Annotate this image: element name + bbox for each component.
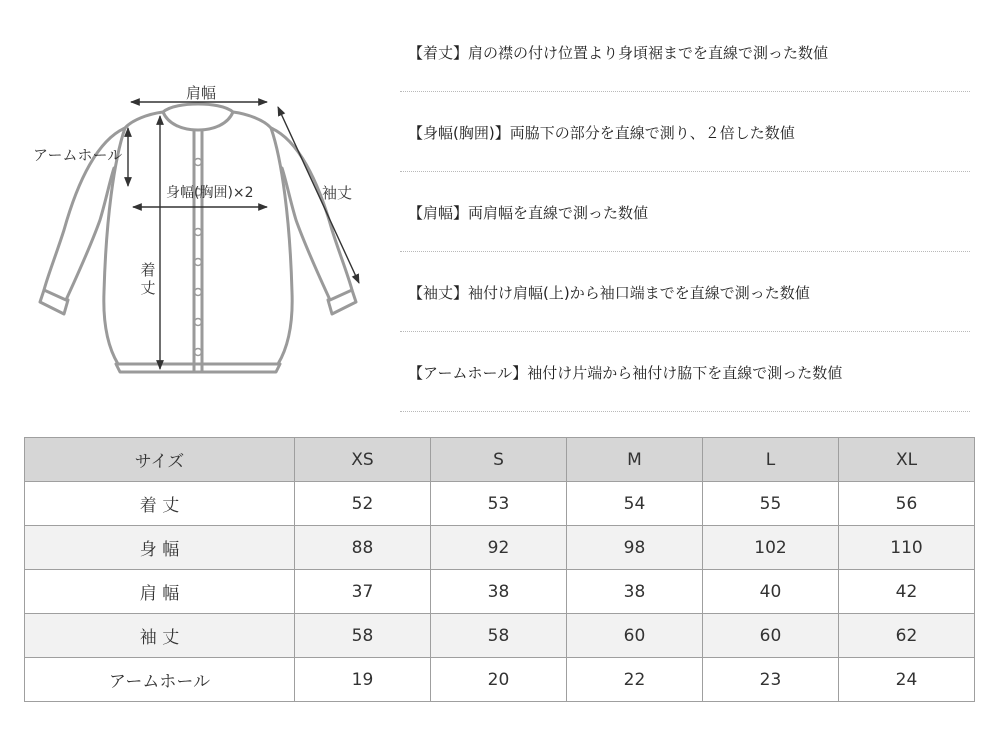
- table-cell: 24: [839, 658, 975, 702]
- definition-text: 【肩幅】両肩幅を直線で測った数値: [408, 204, 649, 222]
- shoulder-width-label: 肩幅: [186, 84, 217, 102]
- table-cell: 38: [567, 570, 703, 614]
- table-cell: 88: [295, 526, 431, 570]
- header-xl: XL: [839, 438, 975, 482]
- header-s: S: [431, 438, 567, 482]
- measurement-arrows: [128, 102, 359, 369]
- table-header-row: [25, 438, 975, 482]
- table-cell: 102: [703, 526, 839, 570]
- table-row: [25, 570, 975, 614]
- table-cell: 58: [295, 614, 431, 658]
- table-cell: 52: [295, 482, 431, 526]
- header-l: L: [703, 438, 839, 482]
- definition-row: [400, 332, 970, 412]
- table-cell: 20: [431, 658, 567, 702]
- armhole-label: アームホール: [33, 146, 123, 164]
- table-cell: 19: [295, 658, 431, 702]
- body-length-label: 着丈: [140, 261, 156, 297]
- sleeve-length-label: 袖丈: [322, 184, 353, 202]
- size-table: [24, 437, 975, 702]
- table-row: [25, 482, 975, 526]
- row-label: 身 幅: [25, 526, 295, 570]
- row-label: 袖 丈: [25, 614, 295, 658]
- table-row: [25, 658, 975, 702]
- table-cell: 40: [703, 570, 839, 614]
- table-cell: 58: [431, 614, 567, 658]
- definition-text: 【着丈】肩の襟の付け位置より身頃裾までを直線で測った数値: [408, 44, 829, 62]
- table-cell: 37: [295, 570, 431, 614]
- table-row: [25, 614, 975, 658]
- garment-illustration: [0, 0, 395, 420]
- jacket-outline: [40, 104, 356, 372]
- table-cell: 60: [703, 614, 839, 658]
- definition-row: [400, 252, 970, 332]
- table-cell: 98: [567, 526, 703, 570]
- table-cell: 92: [431, 526, 567, 570]
- table-cell: 55: [703, 482, 839, 526]
- table-cell: 56: [839, 482, 975, 526]
- measurement-diagram: [0, 0, 395, 420]
- table-cell: 60: [567, 614, 703, 658]
- table-row: [25, 526, 975, 570]
- table-cell: 53: [431, 482, 567, 526]
- row-label: アームホール: [25, 658, 295, 702]
- table-cell: 54: [567, 482, 703, 526]
- definition-row: [400, 92, 970, 172]
- row-label: 肩 幅: [25, 570, 295, 614]
- table-cell: 62: [839, 614, 975, 658]
- table-cell: 22: [567, 658, 703, 702]
- table-cell: 38: [431, 570, 567, 614]
- header-xs: XS: [295, 438, 431, 482]
- definition-text: 【袖丈】袖付け肩幅(上)から袖口端までを直線で測った数値: [408, 284, 810, 302]
- table-cell: 110: [839, 526, 975, 570]
- header-size: サイズ: [25, 438, 295, 482]
- definition-text: 【アームホール】袖付け片端から袖付け脇下を直線で測った数値: [408, 364, 843, 382]
- header-m: M: [567, 438, 703, 482]
- definition-row: [400, 12, 970, 92]
- definition-text: 【身幅(胸囲)】両脇下の部分を直線で測り、２倍した数値: [408, 124, 795, 142]
- chest-width-label: 身幅(胸囲)×2: [166, 185, 254, 201]
- table-cell: 42: [839, 570, 975, 614]
- table-cell: 23: [703, 658, 839, 702]
- definition-row: [400, 172, 970, 252]
- row-label: 着 丈: [25, 482, 295, 526]
